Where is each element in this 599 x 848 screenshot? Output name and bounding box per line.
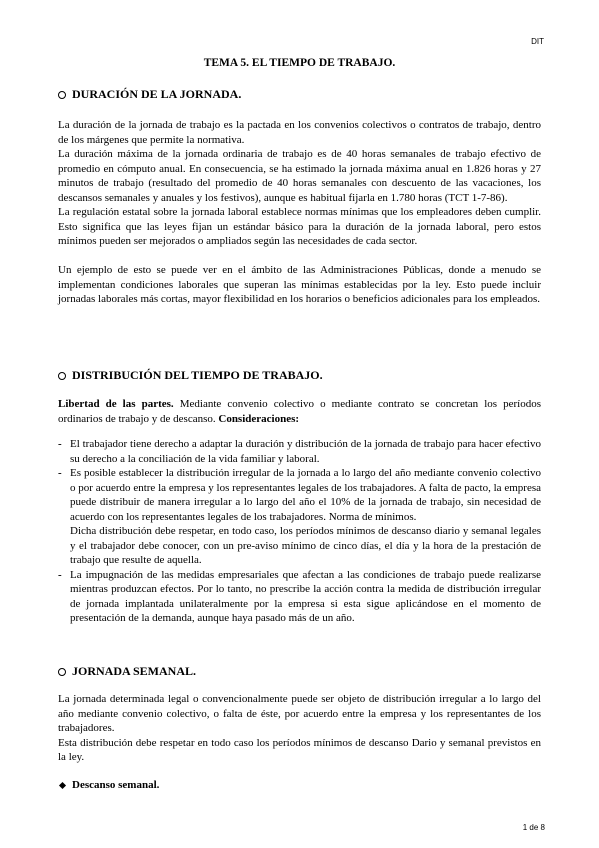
section-heading-duracion	[58, 87, 241, 102]
dash-bullet-icon: -	[58, 438, 62, 450]
paragraph: La duración máxima de la jornada ordinaria de trabajo es de 40 horas semanales de trabajo efectivo de promedio en cómputo anual. En consecuencia, se ha estimado la jornada máxima anual en 1.826 horas y 27 minutos de trabajo (resultado del promedio de 40 horas semanales con descuento de las vacaciones, los descansos semanales y anuales y los festivos), aunque es habitual fijarla en 1.780 horas (TCT 1-7-86).	[58, 148, 541, 204]
subheading-descanso-semanal	[58, 779, 159, 791]
paragraph: Esta distribución debe respetar en todo caso los períodos mínimos de descanso Dario y semanal previstos en la ley.	[58, 736, 541, 763]
distribucion-intro	[58, 397, 541, 426]
dash-bullet-icon: -	[58, 467, 62, 479]
paragraph: Un ejemplo de esto se puede ver en el ámbito de las Administraciones Públicas, donde a menudo se implementan condiciones laborales que superan las mínimas establecidas por la ley. Esto puede incluir jornadas laborales más cortas, mayor flexibilidad en los horarios o beneficios adicionales para los empleados.	[58, 264, 541, 305]
section-body-duracion	[58, 118, 541, 307]
section-body-semanal	[58, 692, 541, 765]
paragraph: La duración de la jornada de trabajo es la pactada en los convenios colectivos o contratos de trabajo, dentro de los márgenes que permite la normativa.	[58, 119, 541, 146]
page-number: 1 de 8	[522, 823, 545, 832]
list-item: - El trabajador tiene derecho a adaptar la duración y distribución de la jornada de trabajo para hacer efectivo su derecho a la conciliación de la vida familiar y laboral.	[58, 438, 541, 465]
diamond-bullet-icon	[59, 781, 66, 788]
page-title: TEMA 5. EL TIEMPO DE TRABAJO.	[203, 57, 396, 69]
header-code: DIT	[531, 37, 544, 46]
subheading-text: Descanso semanal.	[72, 779, 160, 791]
dash-bullet-icon: -	[58, 568, 62, 581]
section-heading-text: DISTRIBUCIÓN DEL TIEMPO DE TRABAJO.	[72, 368, 323, 382]
bold-consideraciones: Consideraciones:	[218, 412, 300, 425]
circle-bullet-icon	[58, 668, 66, 676]
section-heading-text: DURACIÓN DE LA JORNADA.	[72, 87, 242, 101]
circle-bullet-icon	[58, 91, 66, 99]
circle-bullet-icon	[58, 372, 66, 380]
paragraph: La jornada determinada legal o convencionalmente puede ser objeto de distribución irregular a lo largo del año mediante convenio colectivo, o falta de éste, por acuerdo entre la empresa y los representantes de los trabajadores.	[58, 693, 541, 734]
considerations-list	[58, 437, 541, 626]
list-item: - La impugnación de las medidas empresariales que afectan a las condiciones de trabajo puede realizarse mientras produzcan efectos. Por lo tanto, no prescribe la acción contra la medida de distribución irregular de jornada implantada unilateralmente por la empresa si esta sigue aplicándose en el momento de presentación de la demanda, aunque haya pasado más de un año.	[58, 568, 541, 624]
bold-lead: Libertad de las partes.	[58, 398, 174, 410]
paragraph	[58, 397, 541, 426]
list-item-continuation: Dicha distribución debe respetar, en todo caso, los períodos mínimos de descanso diario y semanal legales y el trabajador debe conocer, con un pre-aviso mínimo de cinco días, el día y la hora de la prestación de trabajo que resulte de aquella.	[70, 525, 541, 566]
paragraph: La regulación estatal sobre la jornada laboral establece normas mínimas que los empleadores deben cumplir. Esto significa que las leyes fijan un estándar básico para la duración de la jornada laboral, pero estos mínimos pueden ser mejorados o ampliados según las necesidades de cada sector.	[58, 206, 541, 247]
section-heading-semanal	[58, 664, 196, 679]
list-item: - Es posible establecer la distribución irregular de la jornada a lo largo del año mediante convenio colectivo o por acuerdo entre la empresa y los representantes legales de los trabajadores. A falta de pacto, la empresa puede distribuir de manera irregular a lo largo del año el 10% de la jornada de trabajo, sin necesidad de acuerdo con los representantes legales de los trabajadores. Norma de mínimos. Dicha distribución debe respetar, en todo caso, los períodos mínimos de descanso diario y semanal legales y el trabajador debe conocer, con un pre-aviso mínimo de cinco días, el día y la hora de la prestación de trabajo que resulte de aquella.	[58, 467, 541, 566]
section-heading-text: JORNADA SEMANAL.	[72, 664, 197, 678]
section-heading-distribucion	[58, 368, 323, 383]
intro-text: Mediante convenio colectivo o mediante contrato se concretan los períodos ordinarios de trabajo y de descanso.	[58, 398, 541, 425]
